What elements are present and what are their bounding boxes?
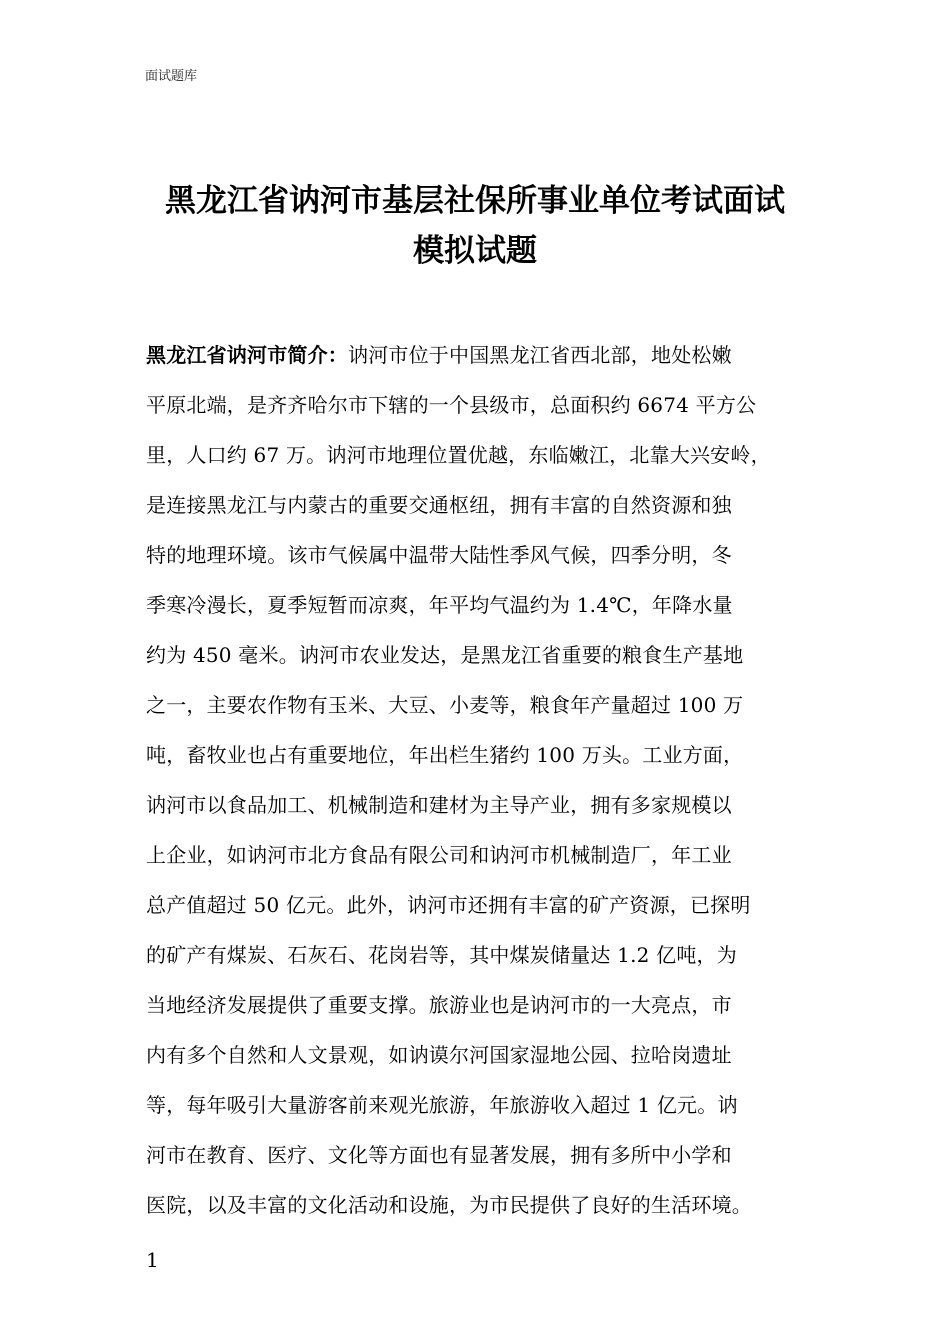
paragraph-line: 约为 450 毫米。讷河市农业发达，是黑龙江省重要的粮食生产基地 <box>146 643 744 667</box>
paragraph-line: 的矿产有煤炭、石灰石、花岗岩等，其中煤炭储量达 1.2 亿吨，为 <box>146 943 737 967</box>
paragraph-line: 当地经济发展提供了重要支撑。旅游业也是讷河市的一大亮点，市 <box>146 993 732 1017</box>
intro-paragraph <box>146 330 826 1230</box>
intro-lead-label: 黑龙江省讷河市简介： <box>146 343 348 367</box>
document-title-line-1: 黑龙江省讷河市基层社保所事业单位考试面试 <box>165 183 785 219</box>
paragraph-line: 总产值超过 50 亿元。此外，讷河市还拥有丰富的矿产资源，已探明 <box>146 893 751 917</box>
paragraph-line: 季寒冷漫长，夏季短暂而凉爽，年平均气温约为 1.4℃，年降水量 <box>146 593 733 617</box>
paragraph-line: 特的地理环境。该市气候属中温带大陆性季风气候，四季分明，冬 <box>146 543 732 567</box>
paragraph-line: 上企业，如讷河市北方食品有限公司和讷河市机械制造厂，年工业 <box>146 843 732 867</box>
paragraph-line: 内有多个自然和人文景观，如讷谟尔河国家湿地公园、拉哈岗遗址 <box>146 1043 732 1067</box>
paragraph-line: 平原北端，是齐齐哈尔市下辖的一个县级市，总面积约 6674 平方公 <box>146 393 757 417</box>
page-number: 1 <box>146 1248 159 1272</box>
paragraph-line: 之一，主要农作物有玉米、大豆、小麦等，粮食年产量超过 100 万 <box>146 693 744 717</box>
paragraph-line: 河市在教育、医疗、文化等方面也有显著发展，拥有多所中小学和 <box>146 1143 732 1167</box>
paragraph-line: 是连接黑龙江与内蒙古的重要交通枢纽，拥有丰富的自然资源和独 <box>146 493 732 517</box>
paragraph-line <box>146 330 826 380</box>
document-header-label: 面试题库 <box>145 69 198 84</box>
paragraph-line: 等，每年吸引大量游客前来观光旅游，年旅游收入超过 1 亿元。讷 <box>146 1093 738 1117</box>
paragraph-line: 里，人口约 67 万。讷河市地理位置优越，东临嫩江，北靠大兴安岭， <box>146 443 771 467</box>
paragraph-line: 吨，畜牧业也占有重要地位，年出栏生猪约 100 万头。工业方面， <box>146 743 744 767</box>
paragraph-line: 医院，以及丰富的文化活动和设施，为市民提供了良好的生活环境。 <box>146 1193 752 1217</box>
document-title-line-2: 模拟试题 <box>413 233 537 269</box>
paragraph-line-text: 讷河市位于中国黑龙江省西北部，地处松嫩 <box>348 343 732 367</box>
paragraph-line: 讷河市以食品加工、机械制造和建材为主导产业，拥有多家规模以 <box>146 793 732 817</box>
